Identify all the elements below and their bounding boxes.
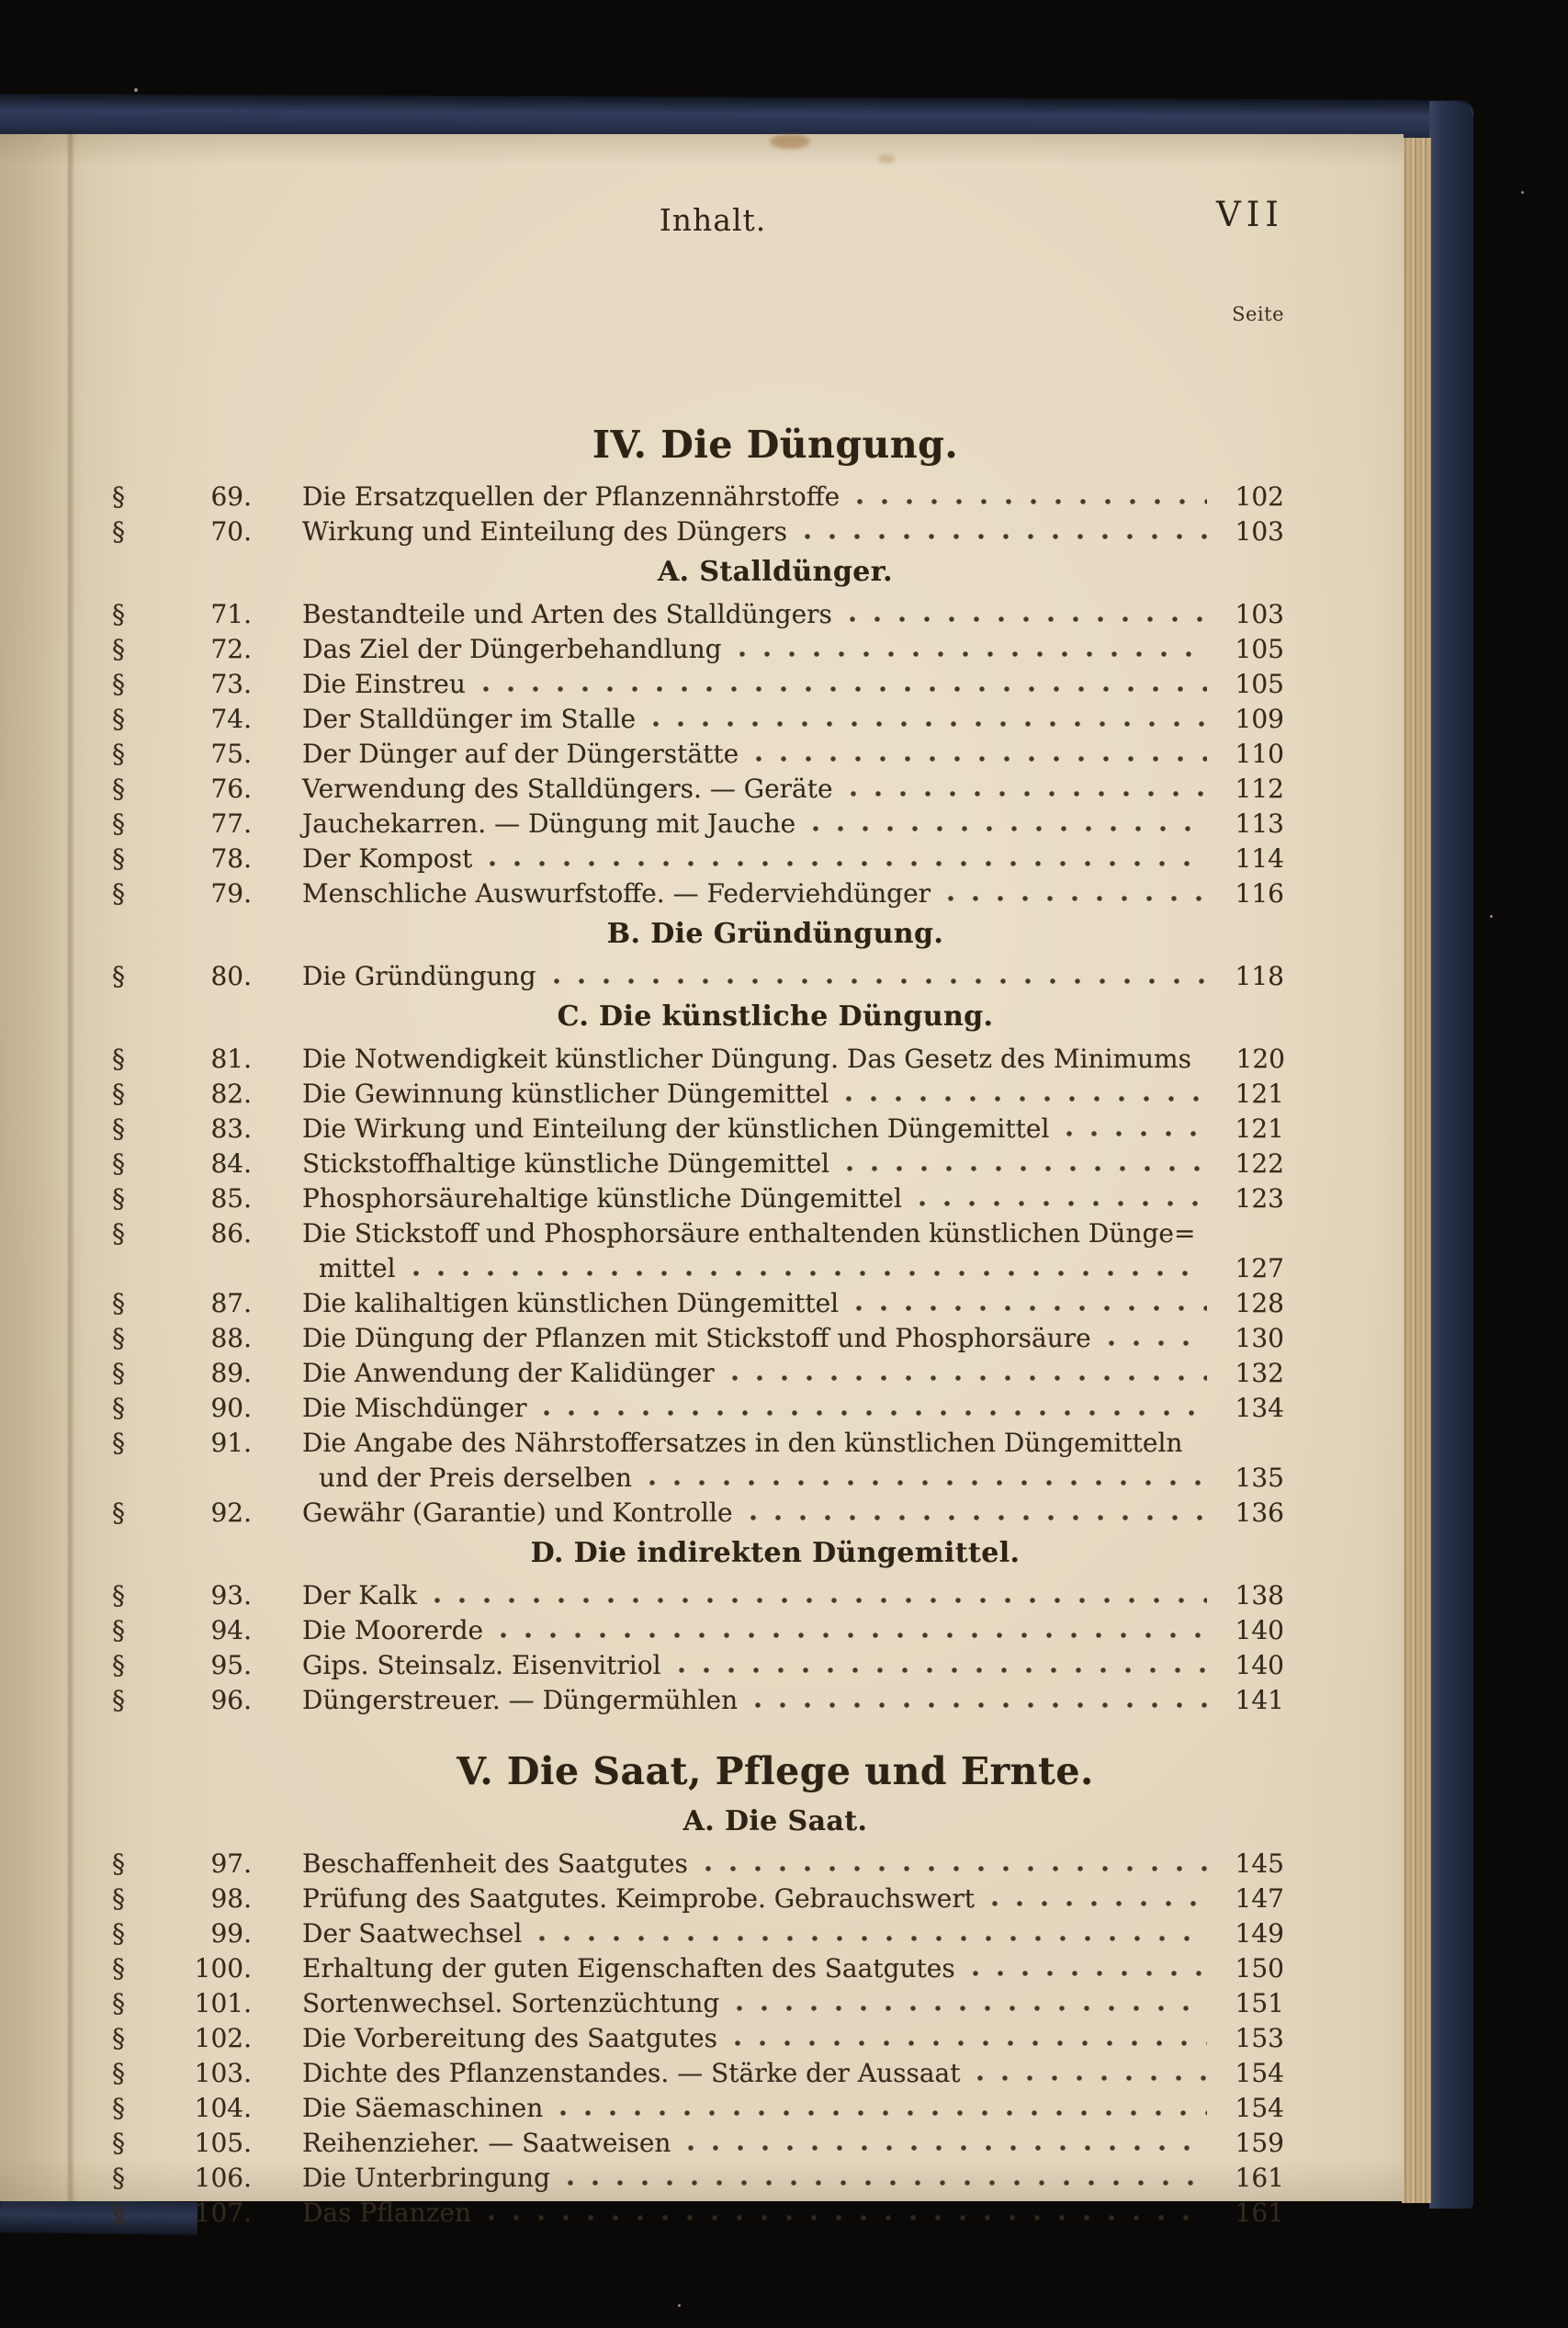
dot-leader <box>678 1665 1207 1677</box>
entry-page-number: 103 <box>1235 516 1284 547</box>
entry-number: 86. <box>210 1218 252 1249</box>
toc-entry-83 <box>0 1112 1404 1147</box>
paragraph-sign: § <box>112 1393 125 1423</box>
entry-title: Die Säemaschinen <box>302 2093 544 2123</box>
paragraph-sign: § <box>112 2198 125 2228</box>
paragraph-sign: § <box>112 2128 125 2158</box>
entry-page-number: 140 <box>1235 1650 1284 1680</box>
entry-page-number: 123 <box>1235 1183 1284 1214</box>
entry-number: 90. <box>210 1393 252 1423</box>
entry-number: 73. <box>210 669 252 699</box>
entry-number: 92. <box>210 1497 252 1528</box>
entry-page-number: 110 <box>1235 739 1284 769</box>
dot-leader <box>812 823 1207 835</box>
toc-entry-75 <box>0 737 1404 772</box>
entry-number: 89. <box>210 1358 252 1388</box>
entry-title: Der Dünger auf der Düngerstätte <box>302 739 739 769</box>
dot-leader <box>976 2073 1207 2085</box>
toc-entry-89 <box>0 1356 1404 1391</box>
dot-leader <box>649 1477 1207 1489</box>
paragraph-sign: § <box>112 2163 125 2193</box>
dot-leader <box>846 1163 1207 1175</box>
toc-entry-73 <box>0 667 1404 702</box>
paragraph-sign: § <box>112 704 125 734</box>
entry-title: Die Mischdünger <box>302 1393 527 1423</box>
paragraph-sign: § <box>112 1044 125 1074</box>
entry-title: Die Einstreu <box>302 669 466 699</box>
paragraph-sign: § <box>112 2058 125 2088</box>
entry-title: Gewähr (Garantie) und Kontrolle <box>302 1497 733 1528</box>
dot-leader <box>488 2212 1207 2224</box>
dot-leader <box>754 1700 1207 1712</box>
toc-entry-76 <box>0 772 1404 807</box>
toc-section-heading: B. Die Gründüngung. <box>606 918 944 950</box>
paragraph-sign: § <box>112 1650 125 1680</box>
toc-section-heading: A. Stalldünger. <box>657 556 894 588</box>
toc-entry-78 <box>0 842 1404 876</box>
entry-number: 69. <box>210 481 252 512</box>
entry-number: 79. <box>210 878 252 909</box>
entry-page-number: 109 <box>1235 704 1284 734</box>
entry-page-number: 114 <box>1235 843 1284 874</box>
entry-page-number: 147 <box>1235 1883 1284 1914</box>
entry-page-number: 135 <box>1235 1463 1284 1493</box>
toc-entry-88 <box>0 1321 1404 1356</box>
entry-number: 105. <box>194 2128 252 2158</box>
paragraph-sign: § <box>112 1848 125 1879</box>
entry-title: Jauchekarren. — Düngung mit Jauche <box>302 808 796 839</box>
toc-entry-98 <box>0 1882 1404 1916</box>
toc-entry-72 <box>0 632 1404 667</box>
paragraph-sign: § <box>112 599 125 629</box>
entry-title: Die Düngung der Pflanzen mit Stickstoff und Phosphorsäure <box>302 1323 1091 1353</box>
toc-entry-continuation <box>0 1461 1404 1496</box>
entry-number: 78. <box>210 843 252 874</box>
dot-leader <box>736 2003 1207 2015</box>
entry-page-number: 154 <box>1235 2093 1284 2123</box>
dot-leader <box>750 1512 1207 1524</box>
toc-entry-104 <box>0 2091 1404 2126</box>
toc-entry-87 <box>0 1286 1404 1321</box>
entry-page-number: 136 <box>1235 1497 1284 1528</box>
page-folio-number: VII <box>1216 195 1284 234</box>
paragraph-sign: § <box>112 1615 125 1645</box>
paragraph-sign: § <box>112 481 125 512</box>
paragraph-sign: § <box>112 1323 125 1353</box>
entry-page-number: 141 <box>1235 1685 1284 1715</box>
toc-entry-90 <box>0 1391 1404 1426</box>
entry-number: 103. <box>194 2058 252 2088</box>
entry-number: 88. <box>210 1323 252 1353</box>
entry-title: Die Angabe des Nährstoffersatzes in den künstlichen Düngemitteln <box>302 1428 1183 1458</box>
toc-entry-80 <box>0 959 1404 994</box>
dot-leader <box>845 1093 1207 1105</box>
entry-number: 85. <box>210 1183 252 1214</box>
toc-entry-85 <box>0 1181 1404 1216</box>
toc-entry-92 <box>0 1496 1404 1531</box>
table-of-contents <box>0 134 1404 2231</box>
entry-number: 101. <box>194 1988 252 2018</box>
paragraph-sign: § <box>112 1883 125 1914</box>
entry-page-number: 127 <box>1235 1253 1284 1283</box>
dot-leader <box>856 496 1207 508</box>
toc-entry-79 <box>0 876 1404 911</box>
dot-leader <box>991 1898 1207 1910</box>
entry-page-number: 154 <box>1235 2058 1284 2088</box>
toc-entry-106 <box>0 2161 1404 2196</box>
entry-title: Der Kalk <box>302 1580 417 1610</box>
paragraph-sign: § <box>112 774 125 804</box>
entry-number: 75. <box>210 739 252 769</box>
dot-leader <box>739 649 1207 661</box>
paragraph-sign: § <box>112 1497 125 1528</box>
entry-number: 82. <box>210 1079 252 1109</box>
entry-page-number: 105 <box>1235 634 1284 664</box>
entry-title: Das Ziel der Düngerbehandlung <box>302 634 722 664</box>
paragraph-sign: § <box>112 961 125 991</box>
entry-page-number: 120 <box>1235 1044 1285 1074</box>
dust-speck <box>1521 191 1524 194</box>
entry-number: 83. <box>210 1113 252 1144</box>
paragraph-sign: § <box>112 2023 125 2053</box>
entry-title: Düngerstreuer. — Düngermühlen <box>302 1685 739 1715</box>
entry-page-number: 159 <box>1235 2128 1284 2158</box>
dust-speck <box>1490 915 1493 918</box>
toc-section-heading: D. Die indirekten Düngemittel. <box>530 1537 1021 1569</box>
entry-page-number: 153 <box>1235 2023 1284 2053</box>
entry-number: 93. <box>210 1580 252 1610</box>
entry-title: Die Anwendung der Kalidünger <box>302 1358 715 1388</box>
entry-page-number: 102 <box>1235 481 1284 512</box>
entry-title: Die Notwendigkeit künstlicher Düngung. Das Gesetz des Minimums <box>302 1044 1191 1074</box>
dot-leader <box>734 2038 1207 2050</box>
entry-page-number: 128 <box>1235 1288 1284 1318</box>
entry-title: und der Preis derselben <box>319 1463 632 1493</box>
entry-number: 106. <box>194 2163 252 2193</box>
book-cover-right-edge <box>1429 101 1473 2209</box>
toc-entry-82 <box>0 1077 1404 1112</box>
paragraph-sign: § <box>112 1988 125 2018</box>
dot-leader <box>849 614 1207 626</box>
dot-leader <box>489 858 1207 870</box>
entry-title: Sortenwechsel. Sortenzüchtung <box>302 1988 720 2018</box>
entry-number: 94. <box>210 1615 252 1645</box>
entry-title: Bestandteile und Arten des Stalldüngers <box>302 599 832 629</box>
dot-leader <box>500 1630 1207 1642</box>
dot-leader <box>652 718 1207 730</box>
entry-number: 87. <box>210 1288 252 1318</box>
toc-entry-70 <box>0 514 1404 549</box>
paragraph-sign: § <box>112 1685 125 1715</box>
dot-leader <box>434 1595 1207 1607</box>
toc-entry-102 <box>0 2021 1404 2056</box>
dot-leader <box>687 2142 1207 2154</box>
entry-number: 77. <box>210 808 252 839</box>
paragraph-sign: § <box>112 843 125 874</box>
paragraph-sign: § <box>112 1358 125 1388</box>
entry-title: Der Kompost <box>302 843 473 874</box>
dot-leader <box>731 1373 1207 1384</box>
paragraph-sign: § <box>112 1113 125 1144</box>
entry-page-number: 149 <box>1235 1918 1284 1949</box>
entry-page-number: 130 <box>1235 1323 1284 1353</box>
entry-title: Phosphorsäurehaltige künstliche Düngemittel <box>302 1183 902 1214</box>
toc-entry-84 <box>0 1147 1404 1181</box>
entry-number: 81. <box>210 1044 252 1074</box>
toc-entry-77 <box>0 807 1404 842</box>
toc-section-heading: A. Die Saat. <box>682 1805 868 1837</box>
paragraph-sign: § <box>112 808 125 839</box>
dot-leader <box>804 531 1207 543</box>
paragraph-sign: § <box>112 2093 125 2123</box>
toc-entry-81 <box>0 1042 1404 1077</box>
entry-number: 98. <box>210 1883 252 1914</box>
dot-leader <box>543 1407 1207 1419</box>
entry-title: Stickstoffhaltige künstliche Düngemittel <box>302 1148 829 1179</box>
entry-title: Gips. Steinsalz. Eisenvitriol <box>302 1650 661 1680</box>
dot-leader <box>538 1933 1207 1945</box>
dot-leader <box>1108 1338 1207 1350</box>
toc-entry-continuation <box>0 1251 1404 1286</box>
entry-title: Dichte des Pflanzenstandes. — Stärke der Aussaat <box>302 2058 961 2088</box>
paragraph-sign: § <box>112 1079 125 1109</box>
entry-page-number: 116 <box>1235 878 1284 909</box>
dot-leader <box>1066 1128 1207 1140</box>
paragraph-sign: § <box>112 634 125 664</box>
paragraph-sign: § <box>112 1218 125 1249</box>
dot-leader <box>850 788 1207 800</box>
page-running-title: Inhalt. <box>659 202 767 238</box>
entry-page-number: 121 <box>1235 1113 1284 1144</box>
dot-leader <box>947 893 1207 905</box>
toc-entry-71 <box>0 597 1404 632</box>
entry-number: 100. <box>194 1953 252 1983</box>
toc-entry-101 <box>0 1986 1404 2021</box>
dot-leader <box>755 753 1207 765</box>
entry-page-number: 151 <box>1235 1988 1284 2018</box>
entry-page-number: 140 <box>1235 1615 1284 1645</box>
entry-page-number: 113 <box>1235 808 1284 839</box>
paragraph-sign: § <box>112 1183 125 1214</box>
paragraph-sign: § <box>112 516 125 547</box>
toc-entry-105 <box>0 2126 1404 2161</box>
entry-page-number: 112 <box>1235 774 1284 804</box>
entry-page-number: 122 <box>1235 1148 1284 1179</box>
toc-entry-86 <box>0 1216 1404 1251</box>
entry-page-number: 161 <box>1235 2163 1284 2193</box>
entry-page-number: 134 <box>1235 1393 1284 1423</box>
entry-page-number: 121 <box>1235 1079 1284 1109</box>
entry-number: 76. <box>210 774 252 804</box>
dust-speck <box>678 2304 681 2307</box>
entry-title: Die Ersatzquellen der Pflanzennährstoffe <box>302 481 840 512</box>
toc-entry-91 <box>0 1426 1404 1461</box>
paragraph-sign: § <box>112 669 125 699</box>
toc-entry-93 <box>0 1578 1404 1613</box>
entry-title: Prüfung des Saatgutes. Keimprobe. Gebrauchswert <box>302 1883 975 1914</box>
paragraph-sign: § <box>112 1918 125 1949</box>
paragraph-sign: § <box>112 1288 125 1318</box>
entry-number: 91. <box>210 1428 252 1458</box>
entry-title: Erhaltung der guten Eigenschaften des Saatgutes <box>302 1953 955 1983</box>
entry-page-number: 161 <box>1235 2198 1284 2228</box>
toc-entry-97 <box>0 1847 1404 1882</box>
entry-page-number: 138 <box>1235 1580 1284 1610</box>
entry-title: Beschaffenheit des Saatgutes <box>302 1848 688 1879</box>
entry-number: 95. <box>210 1650 252 1680</box>
paragraph-sign: § <box>112 1953 125 1983</box>
entry-page-number: 132 <box>1235 1358 1284 1388</box>
entry-page-number: 145 <box>1235 1848 1284 1879</box>
entry-number: 97. <box>210 1848 252 1879</box>
page-fore-edge <box>1402 138 1431 2203</box>
entry-number: 74. <box>210 704 252 734</box>
entry-page-number: 118 <box>1235 961 1284 991</box>
toc-entry-103 <box>0 2056 1404 2091</box>
entry-page-number: 105 <box>1235 669 1284 699</box>
entry-number: 107. <box>194 2198 252 2228</box>
dot-leader <box>972 1968 1207 1980</box>
paragraph-sign: § <box>112 1148 125 1179</box>
book-page <box>0 134 1404 2228</box>
entry-number: 84. <box>210 1148 252 1179</box>
seite-column-label: Seite <box>1232 303 1284 325</box>
paragraph-sign: § <box>112 1428 125 1458</box>
entry-title: Die Vorbereitung des Saatgutes <box>302 2023 718 2053</box>
entry-number: 70. <box>210 516 252 547</box>
dot-leader <box>855 1303 1207 1315</box>
entry-number: 102. <box>194 2023 252 2053</box>
entry-number: 99. <box>210 1918 252 1949</box>
toc-entry-94 <box>0 1613 1404 1648</box>
entry-title: Wirkung und Einteilung des Düngers <box>302 516 787 547</box>
entry-page-number: 103 <box>1235 599 1284 629</box>
dust-speck <box>134 88 138 92</box>
entry-title: Der Saatwechsel <box>302 1918 523 1949</box>
entry-title: Die Stickstoff und Phosphorsäure enthaltenden künstlichen Dünge= <box>302 1218 1196 1249</box>
dot-leader <box>553 976 1207 988</box>
toc-entry-74 <box>0 702 1404 737</box>
entry-title: Die Gründüngung <box>302 961 536 991</box>
toc-entry-69 <box>0 480 1404 514</box>
entry-title: Die Wirkung und Einteilung der künstlichen Düngemittel <box>302 1113 1050 1144</box>
entry-title: Reihenzieher. — Saatweisen <box>302 2128 671 2158</box>
dot-leader <box>705 1863 1207 1875</box>
toc-chapter-heading: IV. Die Düngung. <box>592 423 959 467</box>
entry-title: Die kalihaltigen künstlichen Düngemittel <box>302 1288 840 1318</box>
entry-title: mittel <box>319 1253 396 1283</box>
entry-title: Der Stalldünger im Stalle <box>302 704 637 734</box>
dot-leader <box>559 2108 1207 2119</box>
toc-entry-107 <box>0 2196 1404 2231</box>
toc-entry-96 <box>0 1683 1404 1718</box>
dot-leader <box>412 1268 1207 1280</box>
toc-chapter-heading: V. Die Saat, Pflege und Ernte. <box>457 1749 1094 1793</box>
dot-leader <box>482 684 1207 695</box>
paragraph-sign: § <box>112 1580 125 1610</box>
entry-number: 72. <box>210 634 252 664</box>
paragraph-sign: § <box>112 878 125 909</box>
entry-title: Das Pflanzen <box>302 2198 472 2228</box>
toc-section-heading: C. Die künstliche Düngung. <box>557 1000 994 1033</box>
dot-leader <box>919 1198 1207 1210</box>
entry-number: 80. <box>210 961 252 991</box>
entry-title: Verwendung des Stalldüngers. — Geräte <box>302 774 833 804</box>
entry-title: Die Unterbringung <box>302 2163 550 2193</box>
toc-entry-100 <box>0 1951 1404 1986</box>
entry-number: 71. <box>210 599 252 629</box>
dot-leader <box>567 2177 1207 2189</box>
toc-entry-95 <box>0 1648 1404 1683</box>
entry-number: 96. <box>210 1685 252 1715</box>
entry-title: Die Moorerde <box>302 1615 484 1645</box>
entry-number: 104. <box>194 2093 252 2123</box>
entry-title: Menschliche Auswurfstoffe. — Federviehdünger <box>302 878 931 909</box>
entry-page-number: 150 <box>1235 1953 1284 1983</box>
paragraph-sign: § <box>112 739 125 769</box>
entry-title: Die Gewinnung künstlicher Düngemittel <box>302 1079 829 1109</box>
toc-entry-99 <box>0 1916 1404 1951</box>
